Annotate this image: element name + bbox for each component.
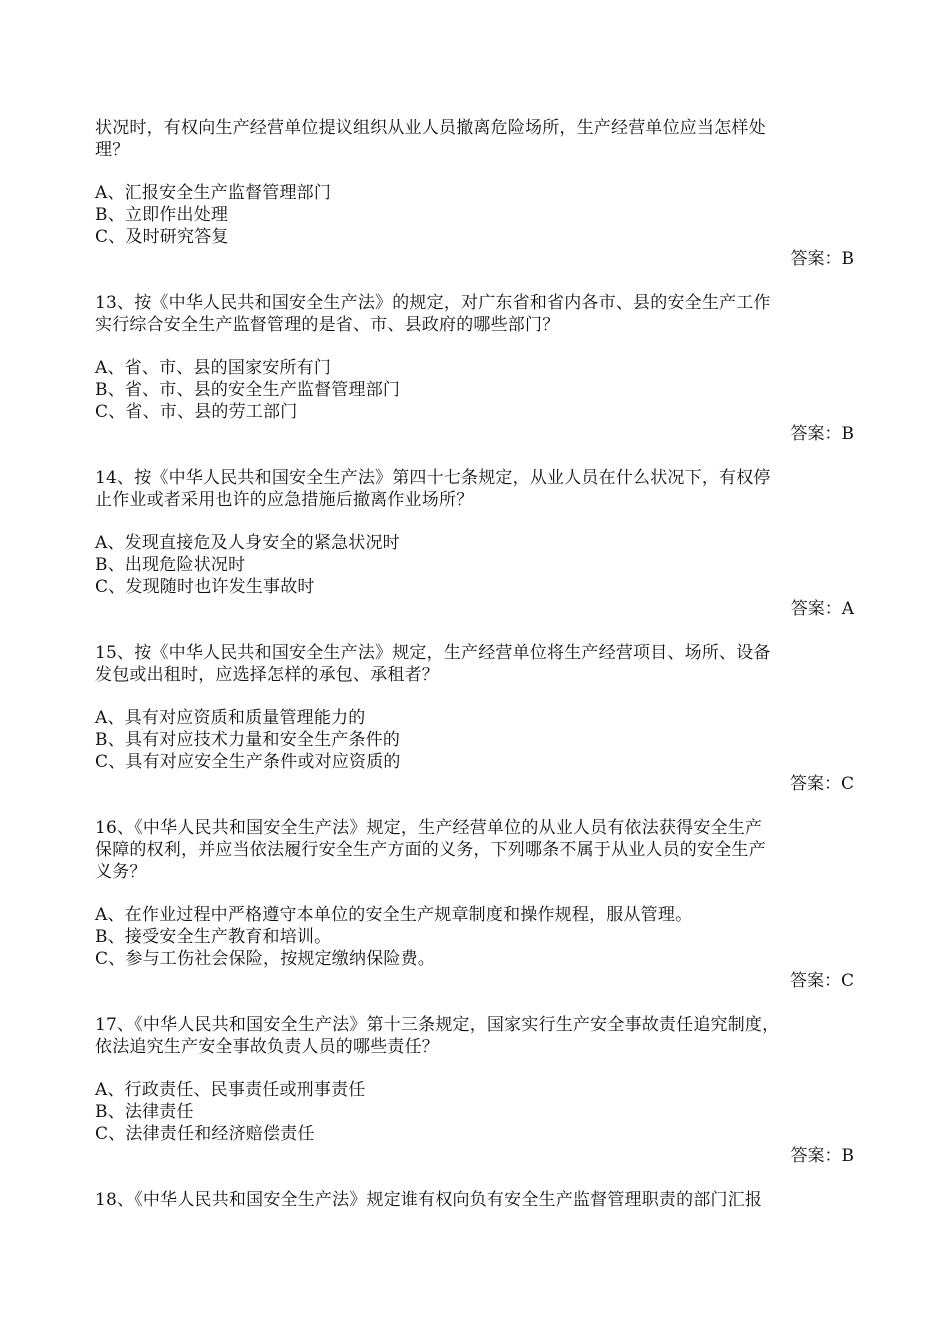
answer-label: 答案：B: [790, 1146, 854, 1166]
option-a: A、省、市、县的国家安所有门: [95, 358, 332, 378]
question-stem-line: 义务？: [95, 862, 147, 882]
option-a: A、行政责任、民事责任或刑事责任: [95, 1080, 366, 1100]
question-stem-line: 16、《中华人民共和国安全生产法》规定，生产经营单位的从业人员有依法获得安全生产: [95, 818, 763, 838]
question-stem-line: 实行综合安全生产监督管理的是省、市、县政府的哪些部门？: [95, 315, 560, 335]
option-c: C、法律责任和经济赔偿责任: [95, 1124, 315, 1144]
option-b: B、省、市、县的安全生产监督管理部门: [95, 380, 401, 400]
option-b: B、法律责任: [95, 1102, 194, 1122]
option-b: B、立即作出处理: [95, 205, 229, 225]
question-stem-line: 14、按《中华人民共和国安全生产法》第四十七条规定，从业人员在什么状况下，有权停: [95, 468, 771, 488]
option-a: A、具有对应资质和质量管理能力的: [95, 708, 366, 728]
question-stem-line: 依法追究生产安全事故负责人员的哪些责任？: [95, 1037, 439, 1057]
answer-label: 答案：A: [790, 599, 854, 619]
answer-label: 答案：B: [790, 424, 854, 444]
option-c: C、及时研究答复: [95, 227, 229, 247]
question-stem-line: 状况时，有权向生产经营单位提议组织从业人员撤离危险场所，生产经营单位应当怎样处: [95, 118, 766, 138]
option-c: C、省、市、县的劳工部门: [95, 402, 298, 422]
question-stem-line: 发包或出租时，应选择怎样的承包、承租者？: [95, 665, 439, 685]
option-b: B、接受安全生产教育和培训。: [95, 927, 332, 947]
option-a: A、汇报安全生产监督管理部门: [95, 183, 332, 203]
question-stem-line: 止作业或者采用也许的应急措施后撤离作业场所？: [95, 490, 474, 510]
question-stem-line: 15、按《中华人民共和国安全生产法》规定，生产经营单位将生产经营项目、场所、设备: [95, 643, 771, 663]
question-stem-line: 18、《中华人民共和国安全生产法》规定谁有权向负有安全生产监督管理职责的部门汇报: [95, 1190, 763, 1210]
question-stem-line: 保障的权利，并应当依法履行安全生产方面的义务，下列哪条不属于从业人员的安全生产: [95, 840, 766, 860]
question-stem-line: 理？: [95, 140, 130, 160]
question-stem-line: 17、《中华人民共和国安全生产法》第十三条规定，国家实行生产安全事故责任追究制度，: [95, 1015, 780, 1035]
option-b: B、具有对应技术力量和安全生产条件的: [95, 730, 401, 750]
option-c: C、发现随时也许发生事故时: [95, 577, 315, 597]
answer-label: 答案：B: [790, 249, 854, 269]
option-b: B、出现危险状况时: [95, 555, 246, 575]
question-stem-line: 13、按《中华人民共和国安全生产法》的规定，对广东省和省内各市、县的安全生产工作: [95, 293, 771, 313]
option-c: C、参与工伤社会保险，按规定缴纳保险费。: [95, 949, 436, 969]
option-a: A、在作业过程中严格遵守本单位的安全生产规章制度和操作规程，服从管理。: [95, 905, 693, 925]
answer-label: 答案：C: [789, 774, 854, 794]
answer-label: 答案：C: [789, 971, 854, 991]
option-c: C、具有对应安全生产条件或对应资质的: [95, 752, 401, 772]
option-a: A、发现直接危及人身安全的紧急状况时: [95, 533, 400, 553]
